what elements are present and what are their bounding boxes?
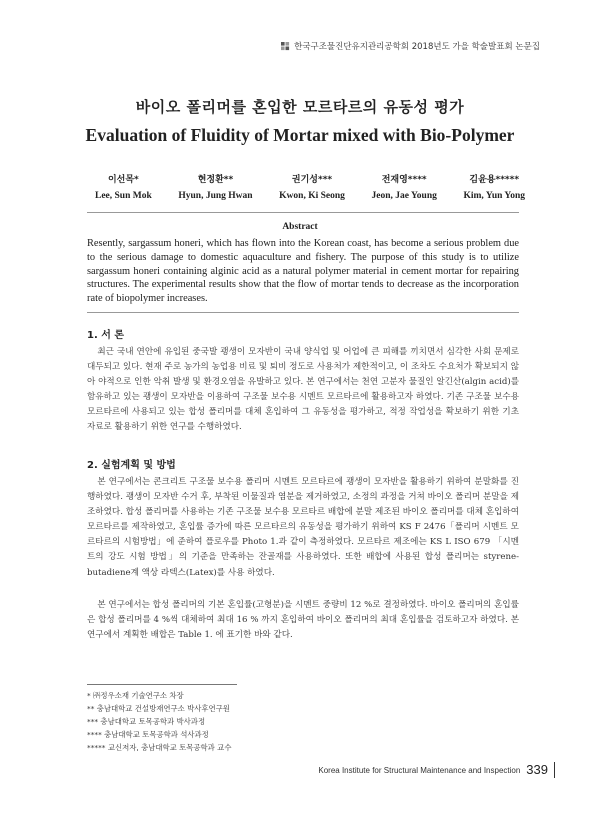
footer-institute: Korea Institute for Structural Maintenance and Inspection bbox=[318, 765, 521, 775]
abstract-heading: Abstract bbox=[282, 222, 318, 232]
footnote: ***** 교신저자, 충남대학교 토목공학과 교수 bbox=[87, 743, 232, 752]
title-english: Evaluation of Fluidity of Mortar mixed with Bio-Polymer bbox=[85, 125, 515, 145]
author bbox=[463, 172, 525, 201]
author-name-english: Jeon, Jae Young bbox=[371, 191, 437, 201]
author-list bbox=[95, 172, 525, 201]
footnote: *** 충남대학교 토목공학과 박사과정 bbox=[87, 717, 206, 726]
footnote: ** 충남대학교 건설방재연구소 박사후연구원 bbox=[87, 704, 230, 713]
page-footer bbox=[318, 762, 555, 778]
author-name-english: Lee, Sun Mok bbox=[95, 191, 152, 201]
author-name-english: Kim, Yun Yong bbox=[463, 191, 525, 201]
section-heading: 2. 실험계획 및 방법 bbox=[87, 460, 176, 471]
author-name-english: Kwon, Ki Seong bbox=[279, 191, 345, 201]
author-name-korean: 현정환** bbox=[197, 175, 234, 185]
author bbox=[279, 172, 345, 201]
section-heading: 1. 서 론 bbox=[87, 330, 125, 341]
divider bbox=[87, 212, 519, 213]
author-name-english: Hyun, Jung Hwan bbox=[178, 191, 253, 201]
author-name-korean: 이선목* bbox=[107, 175, 139, 185]
divider bbox=[87, 312, 519, 313]
footnote-divider bbox=[87, 684, 237, 685]
running-title: 한국구조물진단유지관리공학회 2018년도 가을 학술발표회 논문집 bbox=[294, 42, 540, 52]
body-paragraph: 본 연구에서는 합성 폴리머의 기본 혼입률(고형분)을 시멘트 중량비 12 %로 결정하였다. 바이오 폴리머의 혼입률은 합성 폴리머를 4 %씩 대체하여 최대 16 % 까지 혼입하여 바이오 폴리머의 최대 혼입률을 검토하고자 하였다. 본 연구에서 계획한 배합은 Table 1. 에 표기한 바와 같다. bbox=[87, 600, 519, 641]
body-paragraph: 본 연구에서는 콘크리트 구조물 보수용 폴리머 시멘트 모르타르에 괭생이 모자반을 활용하기 위하여 분말화를 진행하였다. 괭생이 모자반 수거 후, 부착된 이물질과 염분을 제거하였고, 소정의 과정을 거쳐 바이오 폴리머 분말을 제조하였다. 합성 폴리머를 사용하는 기존 구조물 보수용 모르타르 배합에 분말 제조된 바이오 폴리머를 대체 혼입하여 모르타르를 제작하였고, 혼입률 증가에 따른 모르타르의 유동성을 평가하기 위하여 KS F 2476「폴리머 시멘트 모르타르의 시험방법」에 준하여 플로우를 Photo 1.과 같이 측정하였다. 모르타르 제조에는 KS L ISO 679 「시멘트의 강도 시험 방법」의 기준을 만족하는 잔골재를 사용하였다. 또한 배합에 사용된 합성 폴리머는 styrene-butadiene계 액상 라텍스(Latex)를 사용 하였다. bbox=[87, 477, 519, 578]
body-paragraph: 최근 국내 연안에 유입된 중국발 괭생이 모자반이 국내 양식업 및 어업에 큰 피해를 끼치면서 심각한 사회 문제로 대두되고 있다. 현재 주로 농가의 농업용 비료 및 퇴비 정도로 사용처가 제한적이고, 이 조차도 수요처가 확보되지 않아 야적으로 인한 악취 발생 및 환경오염을 유발하고 있다. 본 연구에서는 천연 고분자 물질인 알긴산(algin acid)를 함유하고 있는 괭생이 모자반을 이용하여 구조물 보수용 시멘트 모르타르에 활용하고자 하였다. 기존 구조물 보수용 모르타르에 사용되고 있는 합성 폴리머를 대체 혼입하여 그 유동성을 평가하고, 적정 작업성을 확보하기 위한 기초 자료로 활용하기 위한 연구를 수행하였다. bbox=[87, 347, 519, 433]
footnote: * ㈜정우소재 기술연구소 차장 bbox=[87, 691, 184, 700]
abstract-text: Resently, sargassum honeri, which has flown into the Korean coast, has become a serious problem due to the serious damage to domestic aquaculture and fishery. The purpose of this study is to utilize sargassum honeri containing alginic acid as a natural polymer material in cement mortar for repairing structures. The experimental results show that the flow of mortar tends to decrease as the incorporation rate of biopolymer increases. bbox=[87, 238, 519, 305]
author-name-korean: 김윤용***** bbox=[469, 175, 520, 185]
author bbox=[372, 172, 437, 201]
author-name-korean: 전재영**** bbox=[381, 175, 427, 185]
author bbox=[178, 172, 252, 201]
running-header bbox=[281, 40, 540, 52]
footnote: **** 충남대학교 토목공학과 석사과정 bbox=[87, 730, 209, 739]
author bbox=[95, 172, 152, 201]
title-korean: 바이오 폴리머를 혼입한 모르타르의 유동성 평가 bbox=[135, 98, 465, 116]
journal-logo-icon bbox=[281, 42, 290, 51]
page-number: 339 bbox=[526, 762, 555, 778]
footnotes bbox=[87, 689, 387, 754]
author-name-korean: 권기성*** bbox=[291, 175, 333, 185]
